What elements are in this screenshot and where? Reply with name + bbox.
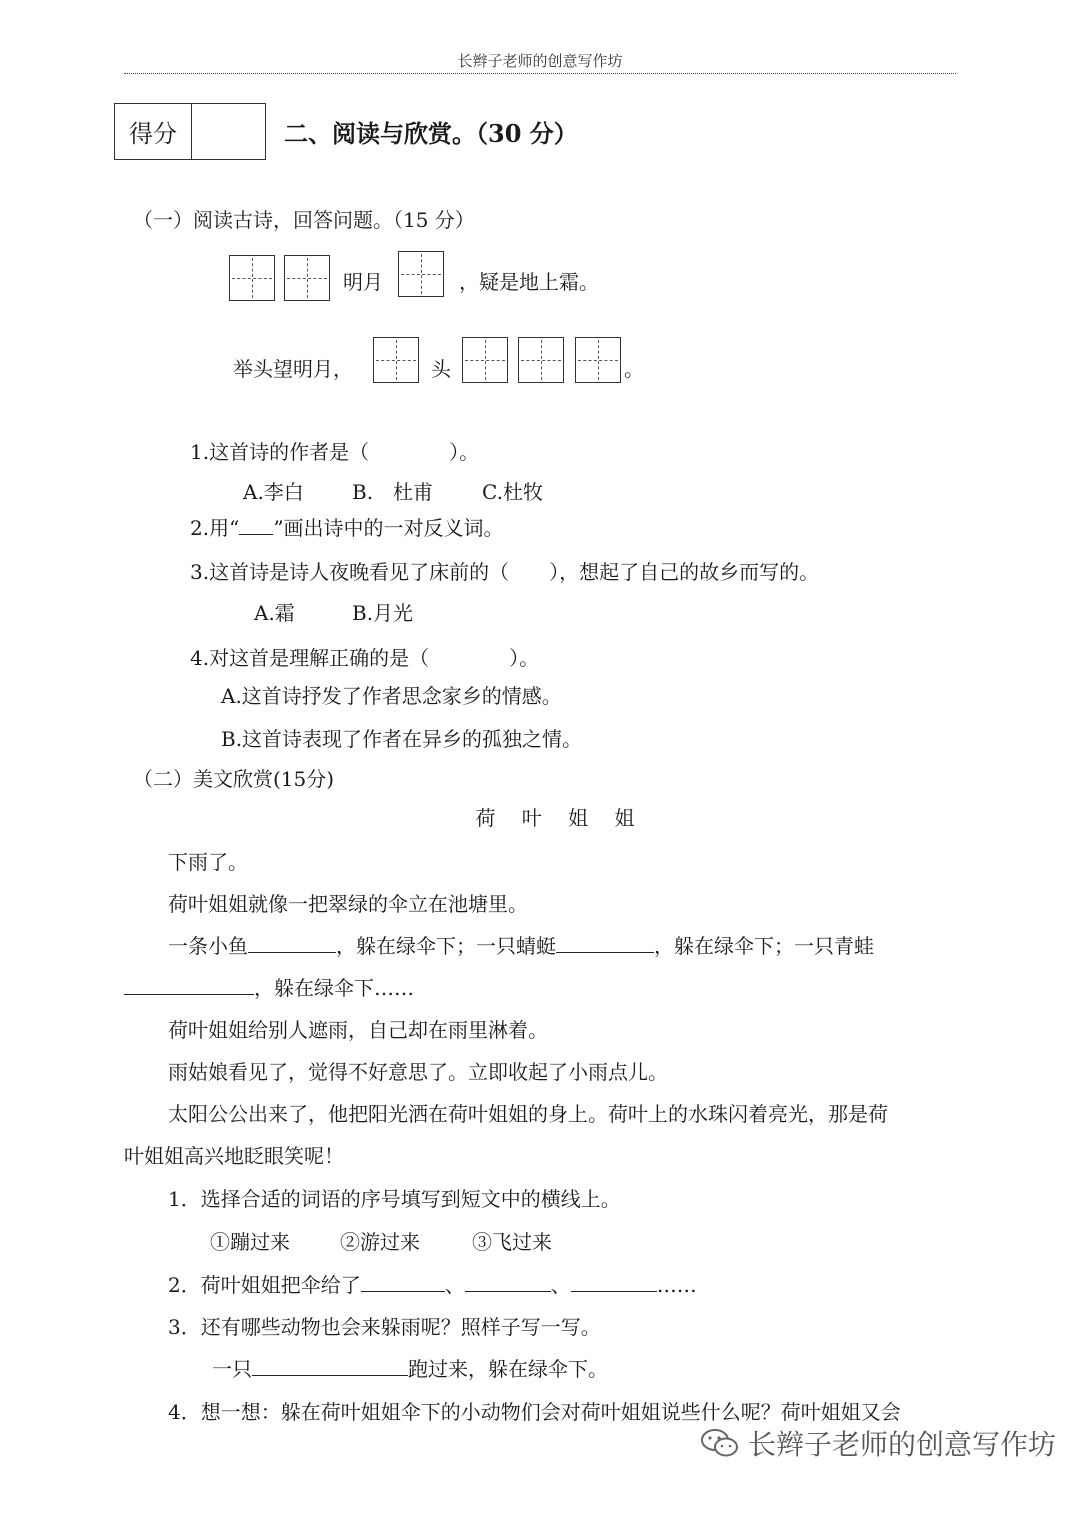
part1-question-2: [190, 512, 504, 541]
part1-heading: （一）阅读古诗，回答问题。（15 分）: [133, 208, 475, 232]
passage-paragraph: 荷叶姐姐给别人遮雨，自己却在雨里淋着。: [168, 1018, 548, 1042]
passage-paragraph: [124, 972, 414, 1001]
separator: 、: [444, 1273, 465, 1297]
poem-line1-end: ，疑是地上霜。: [459, 270, 599, 294]
part2-question-2: [168, 1269, 697, 1298]
question-text: 一只: [212, 1357, 252, 1381]
page-header-title: 长辫子老师的创意写作坊: [457, 52, 623, 70]
part1-question-4: 4.对这首是理解正确的是（ ）。: [190, 646, 540, 670]
part2-question-3: 3．还有哪些动物也会来躲雨呢？照样子写一写。: [168, 1315, 601, 1339]
score-blank: [192, 104, 265, 159]
word-option-2: ②游过来: [340, 1230, 420, 1254]
passage-paragraph: 太阳公公出来了，他把阳光洒在荷叶姐姐的身上。荷叶上的水珠闪着亮光，那是荷: [168, 1102, 888, 1126]
passage-paragraph: 雨姑娘看见了，觉得不好意思了。立即收起了小雨点儿。: [168, 1060, 668, 1084]
q1-option-b: B. 杜甫: [352, 480, 434, 504]
part2-question-4: 4．想一想：躲在荷叶姐姐伞下的小动物们会对荷叶姐姐说些什么呢？荷叶姐姐又会: [168, 1400, 901, 1424]
passage-paragraph: 叶姐姐高兴地眨眼笑呢！: [124, 1144, 344, 1168]
separator: 、: [550, 1273, 571, 1297]
poem-grid-box: [398, 251, 444, 297]
watermark-text: 长辫子老师的创意写作坊: [748, 1428, 1057, 1461]
answer-blank: [239, 516, 273, 535]
poem-grid-box: [284, 255, 330, 301]
q2-suffix: ”画出诗中的一对反义词。: [273, 516, 504, 540]
answer-blank: [556, 934, 654, 953]
poem-line2-end: 。: [624, 357, 644, 381]
q4-option-a: A.这首诗抒发了作者思念家乡的情感。: [221, 684, 562, 708]
passage-text: ，躲在绿伞下……: [254, 976, 414, 1000]
question-text: 2．荷叶姐姐把伞给了: [168, 1273, 361, 1297]
poem-grid-box: [229, 255, 275, 301]
poem-grid-box: [575, 337, 621, 383]
passage-title: 荷 叶 姐 姐: [475, 806, 645, 830]
word-option-3: ③飞过来: [472, 1230, 552, 1254]
part2-question-1: 1．选择合适的词语的序号填写到短文中的横线上。: [168, 1187, 621, 1211]
word-option-1: ①蹦过来: [210, 1230, 290, 1254]
poem-grid-box: [518, 337, 564, 383]
watermark: [700, 1423, 1056, 1463]
q3-option-b: B.月光: [352, 601, 414, 625]
part1-question-3: 3.这首诗是诗人夜晚看见了床前的（ ），想起了自己的故乡而写的。: [190, 560, 820, 584]
poem-line2-start: 举头望明月，: [233, 357, 353, 381]
wechat-icon: [700, 1428, 740, 1458]
passage-text: ，躲在绿伞下；一只蜻蜓: [336, 934, 556, 958]
q2-prefix: 2.用“: [190, 516, 240, 540]
q1-option-a: A.李白: [243, 480, 304, 504]
passage-text: ，躲在绿伞下；一只青蛙: [654, 934, 874, 958]
poem-grid-box: [462, 337, 508, 383]
answer-blank: [248, 934, 336, 953]
poem-line2-mid: 头: [431, 357, 451, 381]
section-title: 二、阅读与欣赏。（30 分）: [284, 119, 578, 148]
part2-q3-example: [212, 1353, 608, 1382]
q3-option-a: A.霜: [254, 601, 295, 625]
score-box: [114, 103, 266, 160]
passage-paragraph: [168, 930, 874, 959]
answer-blank: [361, 1273, 445, 1292]
part2-heading: （二）美文欣赏(15分): [133, 767, 335, 791]
question-text: ……: [656, 1273, 697, 1297]
question-text: 跑过来，躲在绿伞下。: [408, 1357, 608, 1381]
header-divider: [124, 73, 956, 74]
answer-blank: [571, 1273, 657, 1292]
passage-paragraph: 荷叶姐姐就像一把翠绿的伞立在池塘里。: [168, 892, 528, 916]
score-label: 得分: [115, 104, 192, 159]
passage-paragraph: 下雨了。: [168, 850, 248, 874]
q1-option-c: C.杜牧: [482, 480, 543, 504]
answer-blank: [465, 1273, 551, 1292]
q4-option-b: B.这首诗表现了作者在异乡的孤独之情。: [221, 727, 583, 751]
answer-blank: [124, 976, 254, 995]
poem-line1-mid: 明月: [343, 270, 383, 294]
passage-text: 一条小鱼: [168, 934, 248, 958]
poem-grid-box: [373, 337, 419, 383]
part1-question-1: 1.这首诗的作者是（ ）。: [190, 440, 480, 464]
answer-blank: [252, 1357, 408, 1376]
